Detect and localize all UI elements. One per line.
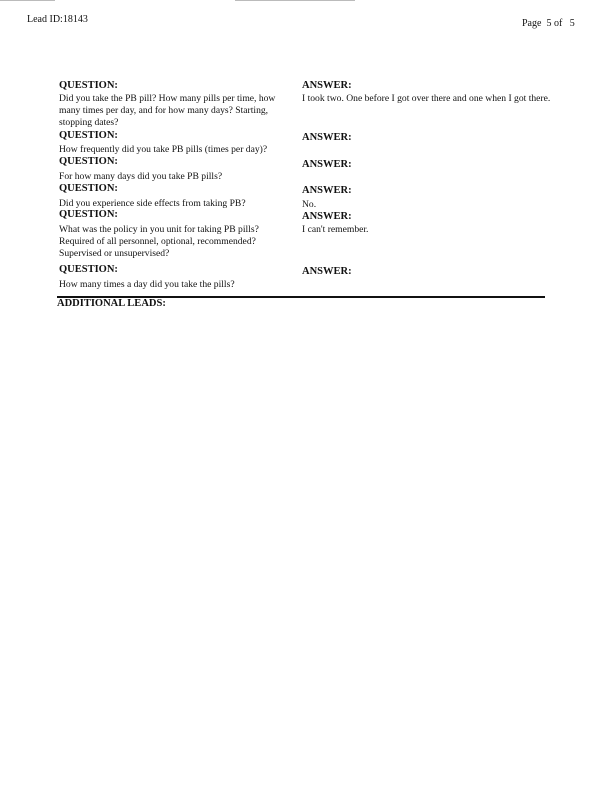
answer-label: ANSWER: — [302, 185, 352, 196]
answer-text: No. — [302, 199, 317, 210]
question-text: Did you experience side effects from taking PB? — [59, 198, 246, 209]
answer-label: ANSWER: — [302, 266, 352, 277]
question-label: QUESTION: — [59, 183, 118, 194]
question-text: How many times a day did you take the pills? — [59, 279, 235, 290]
question-text: For how many days did you take PB pills? — [59, 171, 223, 182]
question-label: QUESTION: — [59, 264, 118, 275]
answer-text: I can't remember. — [302, 224, 369, 235]
question-text: What was the policy in you unit for taking PB pills? Required of all personnel, optional, recommended? Supervised or unsupervised? — [59, 224, 259, 260]
additional-leads-heading: ADDITIONAL LEADS: — [57, 298, 166, 309]
answer-text: I took two. One before I got over there and one when I got there. — [302, 93, 551, 104]
question-label: QUESTION: — [59, 130, 118, 141]
answer-label: ANSWER: — [302, 211, 352, 222]
question-label: QUESTION: — [59, 156, 118, 167]
scan-artifact — [235, 0, 355, 1]
answer-label: ANSWER: — [302, 132, 352, 143]
question-label: QUESTION: — [59, 209, 118, 220]
scan-artifact — [0, 0, 55, 1]
lead-id: Lead ID:18143 — [27, 14, 88, 25]
page-number: Page 5 of 5 — [522, 18, 575, 29]
answer-label: ANSWER: — [302, 80, 352, 91]
question-text: How frequently did you take PB pills (times per day)? — [59, 144, 268, 155]
answer-label: ANSWER: — [302, 159, 352, 170]
question-label: QUESTION: — [59, 80, 118, 91]
question-text: Did you take the PB pill? How many pills per time, how many times per day, and for how many days? Starting, stopping dates? — [59, 93, 276, 129]
